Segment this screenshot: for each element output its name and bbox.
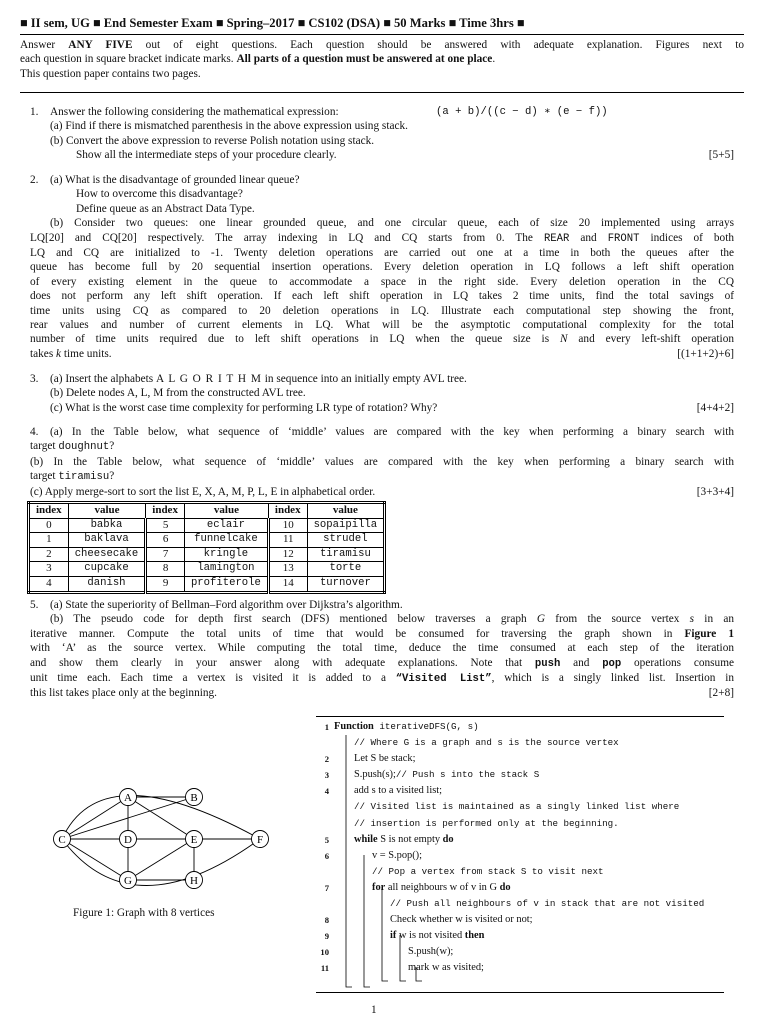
exam-header: ■ II sem, UG ■ End Semester Exam ■ Spring–2017 ■ CS102 (DSA) ■ 50 Marks ■ Time 3hrs ■ (20, 16, 525, 30)
table-cell-index: 8 (146, 562, 185, 577)
q1-part-b: (b) Convert the above expression to reverse Polish notation using stack. (50, 134, 375, 147)
table-row (29, 562, 385, 577)
q2-part-b-4: queue has become full by 20 sequential insertion operations. Every deletion operation in LQ follows a left shift operation (30, 261, 734, 274)
col-header-index: index (29, 503, 69, 519)
node-e (186, 831, 203, 848)
node-a (120, 789, 137, 806)
figure-ref: Figure 1 (684, 627, 734, 640)
svg-text:C: C (58, 834, 66, 846)
table-cell-index: 5 (146, 518, 185, 533)
table-row (29, 576, 385, 592)
edge-a-e (128, 797, 194, 839)
figure-caption: Figure 1: Graph with 8 vertices (73, 907, 215, 919)
q5-part-b-5: unit time each. Each time a vertex is visited it is added to a “Visited List”, which is a singly linked list. Insertion in (30, 672, 734, 686)
algorithm-line (316, 767, 724, 783)
node-h (186, 872, 203, 889)
line-number: 5 (324, 834, 329, 845)
node-c (54, 831, 71, 848)
line-number: 8 (324, 915, 329, 926)
q4-part-a-1: (a) In the Table below, what sequence of ‘middle’ values are compared with the key when performing a binary search with (50, 426, 734, 438)
q3-part-b: (b) Delete nodes A, L, M from the constructed AVL tree. (50, 387, 306, 400)
q3-part-c: (c) What is the worst case time complexity for performing LR type of rotation? Why? [4+4+2] (50, 401, 734, 414)
table-cell-value: funnelcake (184, 533, 268, 548)
q5-part-b-1: (b) The pseudo code for depth first search (DFS) mentioned below traverses a graph G from the source vertex s in an (50, 613, 734, 626)
line-text: if w is not visited then (390, 930, 485, 942)
rear-index: REAR (543, 232, 570, 245)
edge-g-e (128, 839, 194, 880)
line-text: S.push(w); (408, 946, 454, 958)
q2-part-a-3: Define queue as an Abstract Data Type. (76, 202, 255, 215)
algorithm-line (316, 848, 724, 864)
col-header-value: value (184, 503, 268, 519)
q1-intro: Answer the following considering the mathematical expression: (a + b)/((c − d) ∗ (e − f)) (50, 106, 608, 118)
dfs-algorithm (316, 719, 724, 977)
q2-part-a-2: How to overcome this disadvantage? (76, 188, 243, 201)
question-number: 5. (30, 599, 39, 611)
algorithm-line (316, 816, 724, 832)
line-text: Function iterativeDFS(G, s) (334, 721, 479, 732)
q4-marks: [3+3+4] (696, 485, 734, 498)
q3-part-a: (a) Insert the alphabets A L G O R I T H M in sequence into an initially empty AVL tree. (50, 373, 467, 385)
pop-op: pop (602, 657, 622, 670)
line-text: for all neighbours w of v in G do (372, 881, 511, 893)
q2-part-b-8: rear values and number of current elements in LQ. What will be the asymptotic computational complexity for the total (30, 319, 734, 332)
instructions-line-1: Answer ANY FIVE out of eight questions. Each question should be answered with adequate explanation. Figures next to (20, 39, 745, 51)
col-header-value: value (68, 503, 146, 519)
q4-part-c: (c) Apply merge-sort to sort the list E, X, A, M, P, L, E in alphabetical order. [3+3+4] (30, 485, 734, 498)
table-cell-value: tiramisu (307, 547, 385, 562)
table-cell-value: profiterole (184, 576, 268, 592)
table-cell-index: 11 (268, 533, 307, 548)
line-text: // Pop a vertex from stack S to visit next (372, 865, 604, 877)
table-cell-value: babka (68, 518, 146, 533)
q1-part-b-cont: Show all the intermediate steps of your procedure clearly. [5+5] (76, 149, 734, 162)
table-row (29, 547, 385, 562)
table-cell-value: baklava (68, 533, 146, 548)
algorithm-line (316, 719, 724, 735)
edge-c-g (62, 839, 128, 880)
table-cell-value: torte (307, 562, 385, 577)
table-cell-index: 1 (29, 533, 69, 548)
q2-part-b-1: (b) Consider two queues: one linear grounded queue, and one circular queue, each of size 20 implemented using arrays (50, 217, 734, 230)
line-text: // Where G is a graph and s is the source vertex (354, 737, 619, 749)
search-table (27, 501, 386, 594)
svg-text:F: F (256, 834, 264, 846)
q5-part-b-6: this list takes place only at the beginning. [2+8] (30, 687, 734, 700)
table-cell-index: 3 (29, 562, 69, 577)
header-rule (20, 34, 744, 35)
question-number: 1. (30, 106, 39, 118)
avl-letters: A L G O R I T H M (156, 373, 262, 385)
algorithm-line (316, 783, 724, 799)
table-cell-value: turnover (307, 576, 385, 592)
algorithm-line (316, 896, 724, 912)
algo-bottom-rule (316, 992, 724, 993)
q2-part-b-2: LQ[20] and CQ[20] respectively. The array indexing in LQ and CQ starts from 0. The REAR and FRONT indices of both (30, 231, 734, 245)
any-five-emphasis: ANY FIVE (68, 39, 133, 51)
line-number: 1 (324, 722, 329, 732)
line-text: // Push all neighbours of v in stack that are not visited (390, 898, 705, 910)
table-cell-index: 0 (29, 518, 69, 533)
algorithm-line (316, 735, 724, 751)
line-text: add s to a visited list; (354, 785, 443, 797)
table-cell-value: cheesecake (68, 547, 146, 562)
line-number: 2 (324, 754, 329, 765)
line-text: // Visited list is maintained as a singly linked list where (354, 801, 680, 813)
table-cell-index: 7 (146, 547, 185, 562)
q1-part-a: (a) Find if there is mismatched parenthesis in the above expression using stack. (50, 120, 408, 133)
q2-marks: [(1+1+2)+6] (677, 347, 734, 360)
q2-part-b-3: LQ and CQ are initialized to -1. Twenty deletion operations are carried out one at a time in both the queues after the (30, 247, 734, 260)
q5-part-a: (a) State the superiority of Bellman–Ford algorithm over Dijkstra’s algorithm. (50, 599, 403, 611)
push-op: push (534, 657, 561, 670)
line-text: Let S be stack; (354, 753, 416, 765)
table-cell-value: sopaipilla (307, 518, 385, 533)
algorithm-line (316, 928, 724, 944)
q5-marks: [2+8] (708, 687, 734, 700)
col-header-index: index (146, 503, 185, 519)
table-header-row (29, 503, 385, 519)
line-number: 11 (320, 963, 329, 974)
algorithm-line (316, 799, 724, 815)
q5-part-b-3: with ‘A’ as the source vertex. While computing the total time, deduce the time consumed at each step of the iteration (30, 642, 734, 655)
algorithm-line (316, 960, 724, 976)
line-number: 3 (324, 770, 329, 781)
algo-top-rule (316, 716, 724, 717)
q1-marks: [5+5] (708, 149, 734, 162)
node-d (120, 831, 137, 848)
edge-c-f-bottom (62, 839, 260, 886)
question-5 (30, 598, 734, 701)
instructions-rule (20, 92, 744, 93)
q4-part-b-2: target tiramisu? (30, 470, 115, 484)
svg-text:E: E (190, 834, 198, 846)
node-g (120, 872, 137, 889)
node-f (252, 831, 269, 848)
question-number: 3. (30, 373, 39, 385)
algorithm-line (316, 944, 724, 960)
instructions (20, 38, 744, 81)
svg-text:D: D (124, 834, 132, 846)
q5-part-b-4: and show them clearly in your answer along with adequate explanations. Note that push and pop operations consume (30, 656, 734, 670)
visited-list-label: “Visited List” (395, 673, 492, 686)
q1-expression: (a + b)/((c − d) ∗ (e − f)) (436, 106, 608, 118)
table-cell-index: 2 (29, 547, 69, 562)
graph-figure (52, 782, 282, 902)
algorithm-line (316, 912, 724, 928)
line-text: mark w as visited; (408, 962, 484, 974)
line-text: S.push(s);// Push s into the stack S (354, 769, 540, 781)
algorithm-line (316, 832, 724, 848)
instructions-line-3: This question paper contains two pages. (20, 67, 201, 80)
table-cell-value: strudel (307, 533, 385, 548)
question-number: 2. (30, 174, 39, 186)
line-text: v = S.pop(); (372, 849, 423, 861)
q4-part-a-2: target doughnut? (30, 440, 115, 454)
q2-part-a: (a) What is the disadvantage of grounded linear queue? (50, 174, 300, 186)
line-number: 4 (324, 786, 329, 797)
one-place-emphasis: All parts of a question must be answered at one place (236, 53, 493, 66)
line-text: while S is not empty do (354, 833, 454, 845)
algorithm-line (316, 751, 724, 767)
q3-marks: [4+4+2] (696, 401, 734, 414)
table-cell-index: 9 (146, 576, 185, 592)
line-number: 6 (324, 850, 329, 861)
q2-part-b-10: takes k time units. [(1+1+2)+6] (30, 347, 734, 360)
front-index: FRONT (607, 232, 640, 245)
instructions-line-2: each question in square bracket indicate marks. All parts of a question must be answered at one place. (20, 53, 496, 66)
target-doughnut: doughnut (58, 441, 110, 454)
question-number: 4. (30, 426, 39, 438)
q4-part-b-1: (b) In the Table below, what sequence of ‘middle’ values are compared with the key when performing a binary search with (30, 455, 734, 468)
svg-text:B: B (190, 792, 198, 804)
line-number: 9 (324, 931, 329, 942)
table-cell-index: 12 (268, 547, 307, 562)
table-cell-value: kringle (184, 547, 268, 562)
edge-c-f-top (62, 796, 260, 840)
table-cell-value: lamington (184, 562, 268, 577)
table-cell-index: 4 (29, 576, 69, 592)
q2-part-b-9: number of time units required due to left shift operations in LQ when the queue size is N and every left-shift operation (30, 333, 734, 346)
line-number: 7 (324, 882, 329, 893)
question-4 (30, 425, 734, 499)
node-b (186, 789, 203, 806)
col-header-index: index (268, 503, 307, 519)
table-cell-index: 14 (268, 576, 307, 592)
svg-text:A: A (124, 792, 132, 804)
svg-text:G: G (124, 875, 132, 887)
question-1 (30, 105, 734, 163)
table-cell-index: 13 (268, 562, 307, 577)
target-tiramisu: tiramisu (58, 471, 110, 484)
col-header-value: value (307, 503, 385, 519)
algorithm-line (316, 864, 724, 880)
table-cell-value: danish (68, 576, 146, 592)
page-number: 1 (371, 1004, 377, 1016)
question-3 (30, 372, 734, 415)
line-number: 10 (320, 947, 329, 958)
question-2 (30, 173, 734, 361)
svg-text:H: H (190, 875, 198, 887)
q2-part-b-6: does not perform any left shift operation. If each left shift operation in LQ takes 2 time units, find the total savings of (30, 290, 734, 303)
algorithm-line (316, 880, 724, 896)
table-cell-index: 10 (268, 518, 307, 533)
q2-part-b-7: time units using CQ as compared to 20 deletion operations in LQ. Illustrate each computational step showing the front, (30, 304, 734, 317)
line-text: // insertion is performed only at the beginning. (354, 817, 619, 829)
table-cell-value: cupcake (68, 562, 146, 577)
q5-part-b-2: iterative manner. Compute the total units of time that would be consumed for traversing the graph shown in Figure 1 (30, 627, 734, 640)
table-cell-value: eclair (184, 518, 268, 533)
table-row (29, 518, 385, 533)
table-row (29, 533, 385, 548)
table-cell-index: 6 (146, 533, 185, 548)
line-text: Check whether w is visited or not; (390, 914, 533, 926)
q2-part-b-5: of every existing element in the queue to accommodate a space in the right side. Every deletion operation in the CQ (30, 275, 734, 288)
